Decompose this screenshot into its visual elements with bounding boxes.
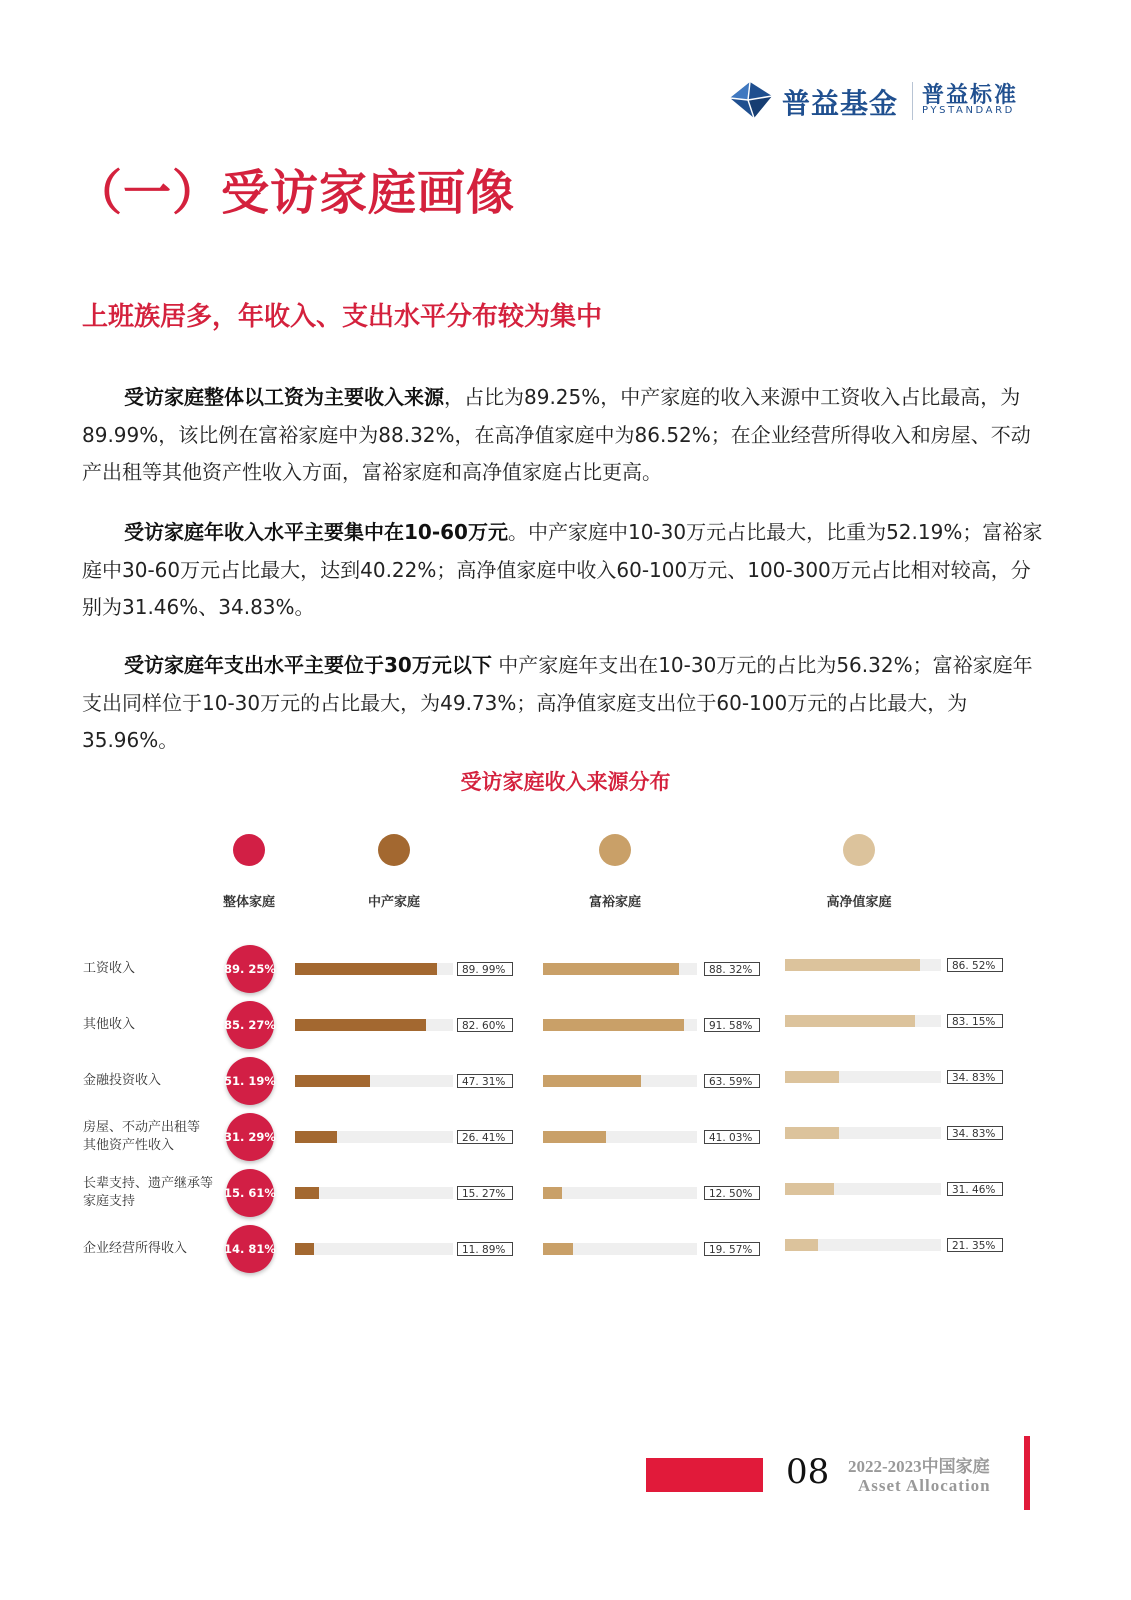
bar-fill: [543, 963, 679, 975]
category-label: 金融投资收入: [83, 1073, 162, 1088]
bar-fill: [295, 1019, 426, 1031]
legend-label-1: 整体家庭: [222, 895, 276, 910]
bar-value-label: 89. 99%: [457, 962, 513, 976]
paragraph-lead: 受访家庭整体以工资为主要收入来源: [124, 385, 444, 409]
legend-dot-2: [378, 834, 410, 866]
bar-track: [543, 1075, 697, 1087]
footer-accent-bar: [646, 1458, 763, 1492]
legend-label-4: 高净值家庭: [826, 895, 892, 910]
bar-track: [295, 963, 453, 975]
bar-fill: [785, 1071, 839, 1083]
overall-value-bubble: 89. 25%: [226, 945, 274, 993]
bar-value-label: 34. 83%: [947, 1126, 1003, 1140]
bar-fill: [295, 1075, 370, 1087]
legend-dot-3: [599, 834, 631, 866]
paragraph: [82, 647, 1044, 760]
bar-value-label: 15. 27%: [457, 1186, 513, 1200]
legend-label-3: 富裕家庭: [588, 895, 642, 910]
bar-fill: [785, 1239, 818, 1251]
bar-fill: [785, 959, 920, 971]
bar-value-label: 82. 60%: [457, 1018, 513, 1032]
bar-value-label: 34. 83%: [947, 1070, 1003, 1084]
paragraph-lead: 受访家庭年收入水平主要集中在10-60万元: [124, 520, 508, 544]
paragraph-body: 。中产家庭中10-30万元占比最大，比重为52.19%；富裕家庭中30-60万元占比最大，达到40.22%；高净值家庭中收入60-100万元、100-300万元占比相对较高，分别为31.46%、34.83%。: [82, 520, 1043, 619]
header-logo: [728, 78, 1028, 124]
section-title: （一）受访家庭画像: [74, 165, 516, 221]
bar-fill: [785, 1015, 915, 1027]
subheading: 上班族居多，年收入、支出水平分布较为集中: [82, 302, 603, 332]
paragraph-lead: 受访家庭年支出水平主要位于30万元以下: [124, 653, 492, 677]
category-label: 企业经营所得收入: [83, 1241, 188, 1256]
bar-fill: [295, 1187, 319, 1199]
bar-value-label: 91. 58%: [704, 1018, 760, 1032]
legend-label-2: 中产家庭: [367, 895, 421, 910]
bar-value-label: 11. 89%: [457, 1242, 513, 1256]
paragraph-body: ，占比为89.25%，中产家庭的收入来源中工资收入占比最高，为89.99%，该比例在富裕家庭中为88.32%，在高净值家庭中为86.52%；在企业经营所得收入和房屋、不动产出租等其他资产性收入方面，富裕家庭和高净值家庭占比更高。: [82, 385, 1031, 484]
bar-track: [785, 1015, 941, 1027]
bar-value-label: 88. 32%: [704, 962, 760, 976]
bar-fill: [295, 1243, 314, 1255]
bar-value-label: 86. 52%: [947, 958, 1003, 972]
logo-divider: [912, 82, 913, 120]
bar-fill: [543, 1075, 641, 1087]
bar-track: [543, 1131, 697, 1143]
page-number: 08: [786, 1452, 830, 1492]
legend-dot-4: [843, 834, 875, 866]
bar-track: [295, 1243, 453, 1255]
brand-standard-en: PYSTANDARD: [922, 105, 1015, 116]
bar-track: [295, 1019, 453, 1031]
bar-track: [543, 1243, 697, 1255]
bar-track: [295, 1075, 453, 1087]
bar-track: [785, 1127, 941, 1139]
bar-track: [785, 1239, 941, 1251]
footer-report-subtitle: Asset Allocation: [858, 1476, 991, 1495]
bar-track: [785, 1183, 941, 1195]
overall-value-bubble: 85. 27%: [226, 1001, 274, 1049]
bar-track: [295, 1187, 453, 1199]
overall-value-bubble: 14. 81%: [226, 1225, 274, 1273]
bar-fill: [785, 1183, 834, 1195]
footer-report-title: 2022-2023中国家庭: [848, 1457, 990, 1476]
category-label: 其他收入: [83, 1017, 136, 1032]
bar-value-label: 12. 50%: [704, 1186, 760, 1200]
paragraph: [82, 379, 1044, 492]
bar-fill: [543, 1019, 684, 1031]
overall-value-bubble: 31. 29%: [226, 1113, 274, 1161]
chart-title: 受访家庭收入来源分布: [460, 770, 671, 794]
bar-track: [543, 963, 697, 975]
bar-track: [543, 1019, 697, 1031]
brand-name: 普益基金: [782, 87, 899, 120]
bar-track: [295, 1131, 453, 1143]
bar-value-label: 19. 57%: [704, 1242, 760, 1256]
paragraph-body: 中产家庭年支出在10-30万元的占比为56.32%；富裕家庭年支出同样位于10-30万元的占比最大，为49.73%；高净值家庭支出位于60-100万元的占比最大，为35.96%。: [82, 653, 1033, 752]
overall-value-bubble: 51. 19%: [226, 1057, 274, 1105]
footer-accent-line: [1024, 1436, 1030, 1510]
bar-fill: [785, 1127, 839, 1139]
bar-fill: [543, 1243, 573, 1255]
paragraph: [82, 514, 1044, 627]
bar-fill: [295, 963, 437, 975]
bar-fill: [543, 1131, 606, 1143]
legend-dot-1: [233, 834, 265, 866]
category-label: 房屋、不动产出租等 其他资产性收入: [83, 1120, 201, 1153]
overall-value-bubble: 15. 61%: [226, 1169, 274, 1217]
bar-value-label: 63. 59%: [704, 1074, 760, 1088]
bar-value-label: 26. 41%: [457, 1130, 513, 1144]
logo-diamond-icon: [728, 80, 774, 120]
bar-value-label: 21. 35%: [947, 1238, 1003, 1252]
bar-track: [785, 1071, 941, 1083]
category-label: 长辈支持、遗产继承等 家庭支持: [83, 1176, 214, 1209]
brand-standard-name: 普益标准: [922, 83, 1019, 108]
bar-value-label: 31. 46%: [947, 1182, 1003, 1196]
bar-value-label: 41. 03%: [704, 1130, 760, 1144]
bar-value-label: 47. 31%: [457, 1074, 513, 1088]
bar-fill: [295, 1131, 337, 1143]
bar-fill: [543, 1187, 562, 1199]
category-label: 工资收入: [83, 961, 136, 976]
bar-value-label: 83. 15%: [947, 1014, 1003, 1028]
bar-track: [543, 1187, 697, 1199]
bar-track: [785, 959, 941, 971]
